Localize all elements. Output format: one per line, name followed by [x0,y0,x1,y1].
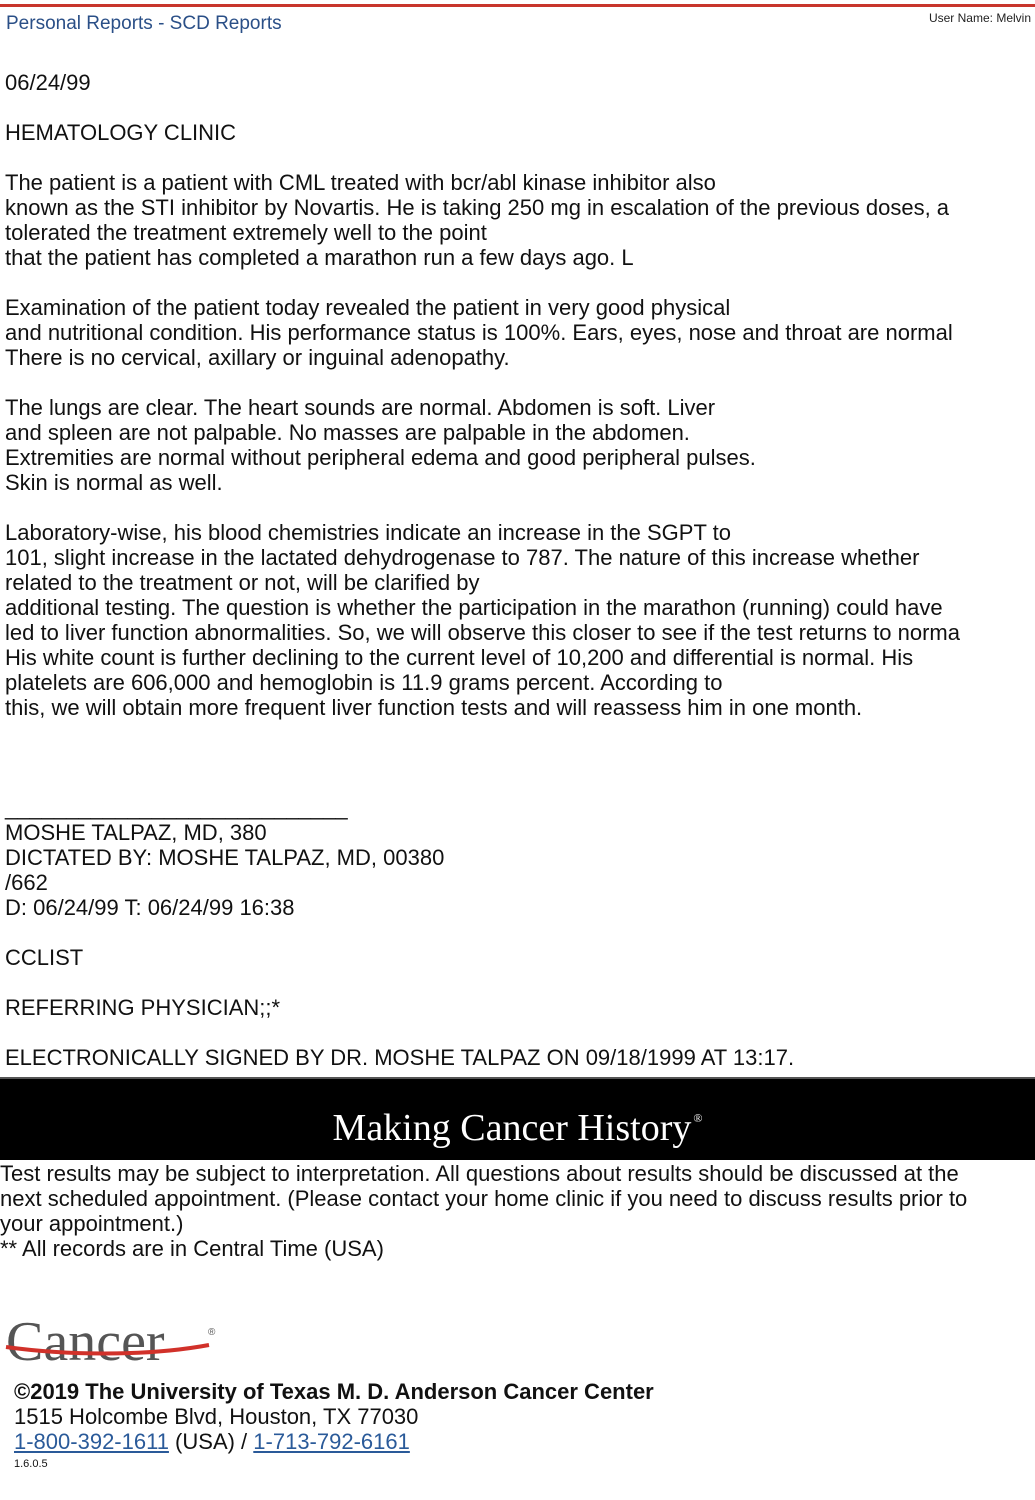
phone-separator: (USA) / [168,1429,254,1454]
registered-mark: ® [693,1111,703,1125]
results-disclaimer: Test results may be subject to interpretation. All questions about results should be discussed at the next scheduled appointment. (Please contact your home clinic if you need to discuss results prior to your appointment.) ** All records are in Central Time (USA) [0,1161,968,1261]
footer-phones [14,1429,654,1454]
top-accent-rule [0,4,1035,7]
banner-tagline-text: Making Cancer History [332,1107,692,1149]
report-body: 06/24/99 HEMATOLOGY CLINIC The patient is a patient with CML treated with bcr/abl kinase inhibitor also known as the STI inhibitor by Novartis. He is taking 250 mg in escalation of the previous doses, a tolerated the treatment extremely well to the point that the patient has completed a marathon run a few days ago. L Examination of the patient today revealed the patient in very good physical and nutritional condition. His performance status is 100%. Ears, eyes, nose and throat are normal There is no cervical, axillary or inguinal adenopathy. The lungs are clear. The heart sounds are normal. Abdomen is soft. Liver and spleen are not palpable. No masses are palpable in the abdomen. Extremities are normal without peripheral edema and good peripheral pulses. Skin is normal as well. Laboratory-wise, his blood chemistries indicate an increase in the SGPT to 101, slight increase in the lactated dehydrogenase to 787. The nature of this increase whether related to the treatment or not, will be clarified by additional testing. The question is whether the participation in the marathon (running) could have led to liver function abnormalities. So, we will observe this closer to see if the test returns to norma His white count is further declining to the current level of 10,200 and differential is normal. His platelets are 606,000 and hemoglobin is 11.9 grams percent. According to this, we will obtain more frequent liver function tests and will reassess him in one month. ____________________________ MOSHE TALPAZ, MD, 380 DICTATED BY: MOSHE TALPAZ, MD, 00380 /662 D: 06/24/99 T: 06/24/99 16:38 CCLIST REFERRING PHYSICIAN;;* ELECTRONICALLY SIGNED BY DR. MOSHE TALPAZ ON 09/18/1999 AT 13:17. [5,70,960,1070]
cancer-logo [4,1305,224,1375]
logo-registered-mark: ® [208,1327,216,1338]
footer-address: 1515 Holcombe Blvd, Houston, TX 77030 [14,1404,419,1429]
footer-copyright: ©2019 The University of Texas M. D. Anderson Cancer Center [14,1379,654,1404]
user-name-label: User Name: Melvin [928,11,1031,25]
page-title: Personal Reports - SCD Reports [6,13,282,34]
logo-wordmark: Cancer [6,1311,165,1373]
phone-link-usa[interactable]: 1-800-392-1611 [14,1429,169,1454]
brand-banner [0,1077,1035,1160]
app-version: 1.6.0.5 [14,1458,48,1470]
phone-link-international[interactable]: 1-713-792-6161 [253,1429,410,1454]
banner-tagline [0,1079,1035,1157]
footer [14,1379,654,1472]
